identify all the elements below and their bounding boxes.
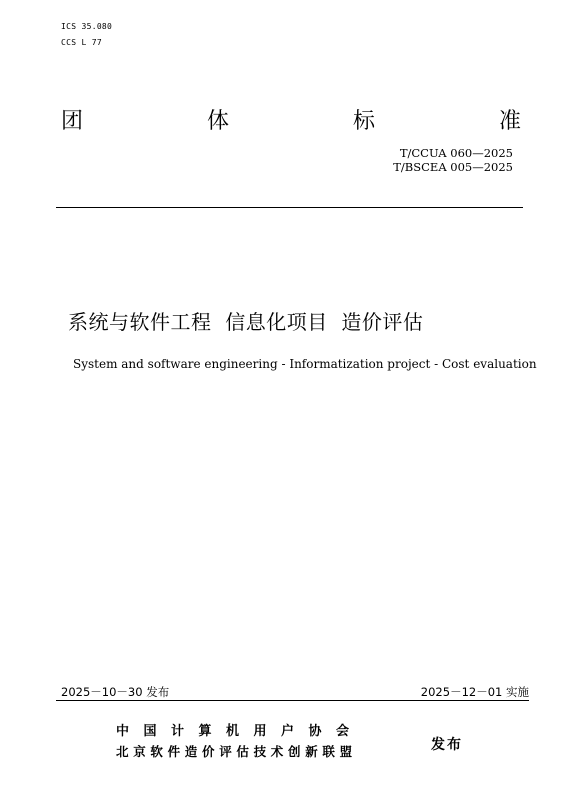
ics-code: ICS 35.080 [61,22,113,31]
top-divider [56,207,523,208]
standard-code-bscea: T/BSCEA 005—2025 [393,160,513,174]
date-row [61,684,529,700]
publisher-block [116,720,364,760]
standard-codes [393,146,513,174]
standard-type-char: 团 [61,109,84,134]
title-english: System and software engineering - Informatization project - Cost evaluation [73,357,537,371]
ccs-code: CCS L 77 [61,38,102,47]
bottom-divider [56,700,529,701]
effective-date: 2025－12－01 实施 [420,685,529,699]
publisher-org-ccua: 中国计算机用户协会 [116,724,364,739]
publish-date: 2025－10－30 发布 [61,685,170,699]
title-chinese: 系统与软件工程 信息化项目 造价评估 [68,310,424,334]
publish-label: 发布 [431,737,463,753]
standard-type-char: 标 [352,109,375,134]
standard-type-heading [61,104,521,135]
standard-code-ccua: T/CCUA 060—2025 [399,146,513,160]
standard-type-char: 准 [498,109,521,134]
publisher-org-bscea: 北京软件造价评估技术创新联盟 [116,744,357,759]
standard-type-char: 体 [206,109,229,134]
